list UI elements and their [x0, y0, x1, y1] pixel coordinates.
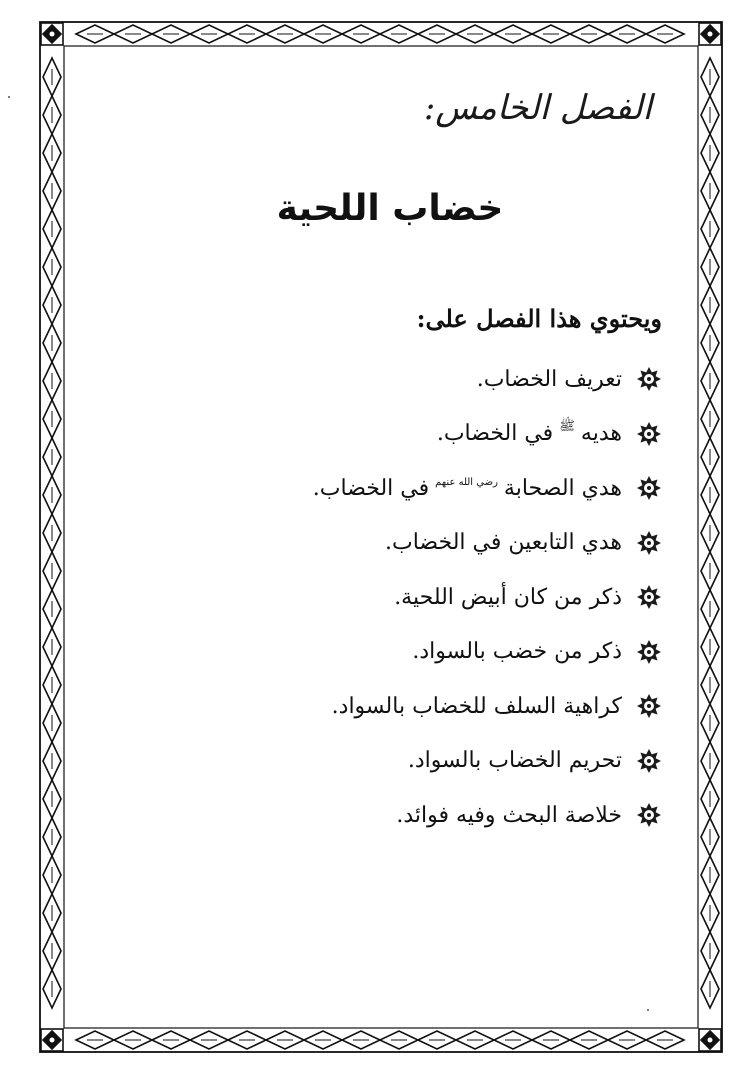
chapter-contents-list: [110, 352, 670, 843]
chapter-intro: ويحتوي هذا الفصل على:: [416, 304, 662, 333]
list-item-text: هدي التابعين في الخضاب.: [385, 530, 622, 556]
list-item: [110, 625, 670, 680]
list-item: [110, 352, 670, 407]
list-item: [110, 570, 670, 625]
list-item-text: في الخضاب.: [312, 475, 430, 501]
eight-point-star-icon: [636, 530, 662, 556]
list-item: [110, 679, 670, 734]
page-content: [80, 60, 670, 1020]
list-item-text: كراهية السلف للخضاب بالسواد.: [331, 693, 622, 719]
eight-point-star-icon: [636, 802, 662, 828]
eight-point-star-icon: [636, 693, 662, 719]
list-item-text: ذكر من كان أبيض اللحية.: [394, 584, 622, 610]
honorific-glyph: ﷺ: [559, 419, 575, 435]
list-item-text: هدي الصحابة: [503, 475, 622, 501]
scan-speck: [647, 1009, 649, 1011]
list-item-text: تحريم الخضاب بالسواد.: [407, 748, 622, 774]
eight-point-star-icon: [636, 421, 662, 447]
honorific-glyph: رضي الله عنهم: [435, 476, 498, 488]
list-item-text: تعريف الخضاب.: [476, 366, 622, 392]
scan-speck: [8, 96, 10, 98]
list-item: [110, 788, 670, 843]
list-item: [110, 461, 670, 516]
eight-point-star-icon: [636, 584, 662, 610]
list-item-text: خلاصة البحث وفيه فوائد.: [396, 802, 622, 828]
eight-point-star-icon: [636, 366, 662, 392]
eight-point-star-icon: [636, 748, 662, 774]
list-item-text: هديه: [580, 421, 622, 447]
eight-point-star-icon: [636, 475, 662, 501]
list-item-text: في الخضاب.: [436, 421, 554, 447]
chapter-title: خضاب اللحية: [276, 188, 504, 229]
list-item: [110, 407, 670, 462]
chapter-label: الفصل الخامس:: [423, 88, 652, 128]
eight-point-star-icon: [636, 639, 662, 665]
list-item: [110, 516, 670, 571]
list-item-text: ذكر من خضب بالسواد.: [412, 639, 622, 665]
list-item: [110, 734, 670, 789]
